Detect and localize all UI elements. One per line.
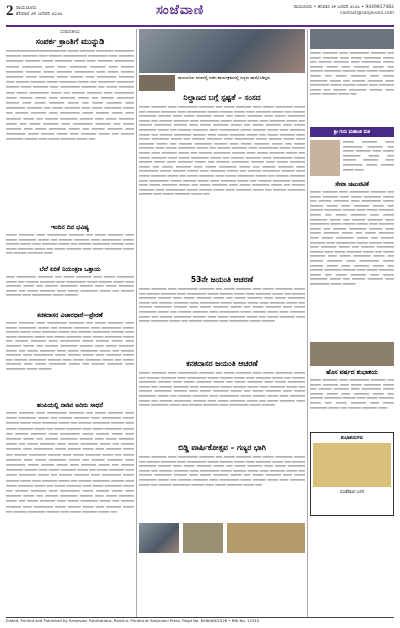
header-right <box>294 5 394 17</box>
photo-caption: ರಾಯಚೂರು ನಗರದಲ್ಲಿ ನಡೆದ ಕಾರ್ಯಕ್ರಮದಲ್ಲಿ ಗಣ್ಯರು ಪಾಲ್ಗೊಂಡಿದ್ದರು <box>178 75 271 80</box>
article-body: ═════ ═══════ ════ ═════════ ═══════ ═══ ═════ ═══════ ════ ═════ ════════ ═════ ═══ ══════ ═══════ ════ ═════════ ═════ ══════ ═════ ════ <box>343 140 394 172</box>
headline: ಬಿಡ್ಡಿ ವಾರ್ಷಿಕೋತ್ಸವ – ಗಣ್ಯರ ಭಾಗಿ <box>178 443 266 452</box>
header-date: ಶನಿವಾರ ೨೪ ಜನವರಿ ೨೦೨೬ <box>16 11 63 17</box>
headline: ಕನಕದಾಸರ ವಿಚಾರಧಾರೆ—ಪ್ರೇರಣೆ <box>37 312 103 319</box>
article-body: ═════ ═══════ ════ ═════════ ═══════ ═══ ═════ ═══════ ════ ═════ ════════ ═════ ═══ ══════ ═══════ ════ ═════════ ═════ ══════ ═════ ════ ═══════ ═════ ═══ ══════ ════════ ══════ ════ ═════ ═══════ ═════ ═══ ═════ ═══════ ════ ═════ ════════ ═════ ═══ ══════ ═══════ ════ <box>310 378 394 410</box>
article-body: ═════ ═══════ ════ ═════════ ═══════ ═══ ═════ ═══════ ════ ═════ ════════ ═════ ═══ ══════ ═══════ ════ ═════════ ═════ ══════ ═════ ════ ═══════ ═════ ═══ ══════ ════════ ══════ ════ ═════ ═══════ ═════ ═══ ═════ ═══════ ════ ═════ ════════ ═════ ═══ ══════ ═══════ ════ ═════════ ═════ ══════ ═════ ════ ═══════ ═════ ═══ ══════ ════════ ══════ ════ ═════ ═══════ ═════ ═══ ═════ ═══════ ════ ═════ ════════ ═════ ═══ ══════ ═══════ ════ ═════════ ═════ ══════ ═════ ════ ═══════ ═════ ═══ ══════ ════════ ══════ ════ ═════ ═══════ ═════ ═══ ═════ ═══════ ════ ═════ ════════ ═════ ═══ ══════ ═══════ ════ ═════════ ═════ ══════ ═════ ════ ═══════ ═════ ═══ ══════ ════════ ══════ ════ ═════ ═══════ ═════ ═══ ═════ ═══════ ════ ═════ ════════ ═════ ═══ ══════ ═══════ ════ ═════════ ═════ ══════ <box>310 190 394 286</box>
section-banner: ಶ್ರೀ ಗುರು ಮಹಾಂತ ಮಠ <box>310 127 394 137</box>
headline: ಹೊಸ ವರ್ಷದ ಶುಭಾಶಯ <box>326 369 378 376</box>
group-photo <box>139 29 305 73</box>
headline: 53ನೇ ಜಯಂತಿ ಆಚರಣೆ <box>190 275 254 284</box>
article-body: ═════ ═══════ ════ ═════════ ═══════ ═══ ═════ ═══════ ════ ═════ ════════ ═════ ═══ ══════ ═══════ ════ ═════════ ═════ ══════ ═════ ════ ═══════ ═════ ═══ ══════ ════════ ══════ ════ ═════ ═══════ ═════ ═══ ═════ ═══════ ════ ═════ ════════ ═════ ═══ ══════ ═══════ ════ ═════════ ═════ ══════ ═════ ════ ═══════ ═════ ═══ ══════ ════════ ══════ ════ ═════ ═══════ ═════ ═══ ═════ ═══════ ════ ═════ ════════ ═════ ═══ ══════ ═══════ ════ ═════════ ═════ ══════ ═════ ════ ═══════ ═════ ═══ ══════ ════════ ══════ ════ ═════ ═══════ ═════ ═══ <box>139 455 305 487</box>
column-center <box>139 29 305 553</box>
headline: ಸೇವಾ ಚಟುವಟಿಕೆ <box>335 181 369 188</box>
article-body: ═════ ═══════ ════ ═════════ ═══════ ═══ ═════ ═══════ ════ ═════ ════════ ═════ ═══ ══════ ═══════ ════ ═════════ ═════ ══════ ═════ ════ ═══════ ═════ ═══ ══════ ════════ ══════ ════ ═════ ═══════ ═════ ═══ ═════ ═══════ ════ ═════ ════════ ═════ ═══ ══════ ═══════ ════ ═════════ ═════ ══════ ═════ ════ ═══════ ═════ ═══ ══════ ════════ ══════ ════ ═════ ═══════ ═════ ═══ ═════ ═══════ ════ ═════ ════════ ═════ ═══ ══════ ═══════ ════ ═════════ ═════ ══════ ═════ ════ ═══════ ═════ ═══ ══════ ════════ ══════ ════ ═════ ═══════ ═════ ═══ ═════ ═══════ ════ ═════ ════════ ═════ ═══ ══════ ═══════ ════ ═════════ ═════ ══════ ═════ ════ ═══════ ═════ ═══ ══════ ════════ ══════ ════ ═════ ═══════ ═════ ═══ ═════ ═══════ ════ ═════ ════════ ═════ ═══ ══════ ═══════ ════ ═════════ ═════ ══════ ═════ ════ ═══════ ═════ ═══ ══════ ════════ ══════ ════ ═════ ═══════ ═════ ═══ ═════ ═══════ ════ ═════ ════════ ═════ ═══ ══════ ═══════ ════ ═════════ ═════ ══════ ═════ ════ ═══════ ═════ ═══ ══════ ════════ ══════ ════ ═════ ═══════ ═════ ═══ ═════ ═══════ ════ ═════ ════════ ═════ ═══ ══════ ═══════ ════ ═════════ ═════ ══════ ═════ ════ ═══════ ═════ ═══ ══════ ════════ ══════ ════ ═════ ═══════ ═════ ═══ ═════ ═══════ ════ ═════ ════════ ═════ ═══ ══════ ═══════ ════ ═════════ ═════ ══════ ═════ ════ ═══════ ═════ ═══ ══════ ════════ ══════ ════ ═════ ═══════ ═════ ═══ ═════ ═══════ ════ ═════ ════════ ═════ ═══ ══════ ═══════ ════ ═════════ ═════ ══════ ═════ ════ ═══════ ═════ ═══ ══════ ════════ ══════ ════ ═════ ═══════ ═════ ═══ <box>139 105 305 197</box>
section-kicker: ಸಂಪಾದಕೀಯ <box>60 30 80 35</box>
header-left <box>16 5 63 17</box>
lead-photo-block <box>139 29 305 91</box>
headline: ಬೆಲೆ ಏರಿಕೆ ನಿಯಂತ್ರಣ ಒತ್ತಾಯ <box>39 266 101 273</box>
news-photo <box>310 342 394 366</box>
ad-subtitle: ಸಂಜೆವಾಣಿ ಬಳಗ <box>339 490 365 495</box>
header-city: ರಾಯಚೂರು <box>16 5 37 11</box>
masthead <box>156 3 204 18</box>
headline: ಇಂದಿನ ದಿನ ಭವಿಷ್ಯ <box>50 224 90 231</box>
newspaper-page <box>6 3 394 625</box>
portrait-block <box>310 140 394 178</box>
article-body: ═════ ═══════ ════ ═════════ ═══════ ═══ ═════ ═══════ ════ ═════ ════════ ═════ ═══ ══════ ═══════ ════ ═════════ ═════ ══════ ═════ ════ ═══════ ═════ ═══ ══════ ════════ ══════ ════ ═════ ═══════ ═════ ═══ ═════ ═══════ ════ ═════ ════════ ═════ ═══ ══════ ═══════ ════ ═════════ ═════ ══════ ═════ ════ ═══════ ═════ ═══ ══════ ════════ ══════ ════ ═════ ═══════ ═════ ═══ ═════ ═══════ ════ ═════ ════════ ═════ ═══ ══════ ═══════ ════ ═════════ ═════ ══════ ═════ ════ ═══════ ═════ ═══ ══════ ════════ ══════ ════ ═════ ═══════ ═════ ═══ ═════ ═══════ ════ ═════ ════════ ═════ ═══ ══════ ═══════ ════ ═════════ ═════ ══════ <box>6 321 134 371</box>
masthead-title: ಸಂಜೆವಾಣಿ <box>156 3 205 18</box>
article-body: ═════ ═══════ ════ ═════════ ═══════ ═══ ═════ ═══════ ════ ═════ ════════ ═════ ═══ ══════ ═══════ ════ ═════════ ═════ ══════ ═════ ════ ═══════ ═════ ═══ ══════ ════════ ══════ ════ ═════ ═══════ ═════ ═══ ═════ ═══════ ════ ═════ ════════ ═════ ═══ ══════ ═══════ ════ ═════════ ═════ ══════ ═════ ════ ═══════ ═════ ═══ ══════ ════════ ══════ ════ ═════ ═══════ ═════ ═══ ═════ ═══════ ════ ═════ ════════ ═════ ═══ ══════ ═══════ ════ ═════════ ═════ ══════ ═════ ════ ═══════ ═════ ═══ ══════ ════════ ══════ ════ ═════ ═══════ ═════ ═══ ═════ ═══════ ════ ═════ ════════ ═════ ═══ ══════ ═══════ ════ ═════════ ═════ ══════ ═════ ════ ═══════ ═════ ═══ ══════ ════════ ══════ ════ ═════ ═══════ ═════ ═══ ═════ ═══════ ════ ═════ ════════ ═════ ═══ ══════ ═══════ ════ ═════════ ═════ ══════ ═════ ════ ═══════ ═════ ═══ ══════ ════════ ══════ ════ ═════ ═══════ ═════ ═══ ═════ ═══════ ════ ═════ ════════ ═════ ═══ ══════ ═══════ ════ ═════════ ═════ ══════ ═════ ════ ═══════ ═════ ═══ ══════ ════════ ══════ ════ ═════ ═══════ ═════ ═══ ═════ ═══════ ════ ═════ ════════ ═════ ═══ ══════ ═══════ ════ ═════════ ═════ ══════ ═════ ════ ═══════ ═════ ═══ ══════ ════════ ══════ ════ ═════ ═══════ ═════ ═══ <box>6 411 134 514</box>
article-body: ═════ ═══════ ════ ═════════ ═══════ ═══ ═════ ═══════ ════ ═════ ════════ ═════ ═══ ══════ ═══════ ════ ═════════ ═════ ══════ ═════ ════ ═══════ ═════ ═══ ══════ ════════ ══════ ════ ═════ ═══════ ═════ ═══ ═════ ═══════ ════ ═════ ════════ ═════ ═══ ══════ ═══════ ════ ═════════ ═════ ══════ ═════ ════ ═══════ ═════ ═══ ══════ ════════ ══════ ════ ═════ ═══════ ═════ ═══ ═════ ═══════ ════ ═════ ════════ ═════ ═══ ══════ ═══════ ════ ═════════ ═════ ══════ ═════ ════ ═══════ ═════ ═══ ══════ ════════ ══════ ════ ═════ ═══════ ═════ ═══ ═════ ═══════ ════ ═════ ════════ ═════ ═══ ══════ ═══════ ════ ═════════ ═════ ══════ <box>139 371 305 408</box>
ad-photo <box>227 523 305 553</box>
ad-photo <box>183 523 223 553</box>
bottom-ad-strip <box>139 523 305 553</box>
headline: ನಿಲ್ದಾಣದ ಬಗ್ಗೆ ಸ್ಪಷ್ಟತೆ – ಸಂಸದ <box>183 93 261 102</box>
display-ad <box>310 432 394 516</box>
article-body: ═════ ═══════ ════ ═════════ ═══════ ═══ ═════ ═══════ ════ ═════ ════════ ═════ ═══ ══════ ═══════ ════ ═════════ ═════ ══════ ═════ ════ ═══════ ═════ ═══ ══════ ════════ ══════ ════ ═════ ═══════ ═════ ═══ ═════ ═══════ ════ ═════ ════════ ═════ ═══ ══════ ═══════ ════ ═════════ ═════ ══════ ═════ ════ ═══════ ═════ ═══ ══════ ════════ ══════ ════ ═════ ═══════ ═════ ═══ ═════ ═══════ ════ ═════ ════════ ═════ ═══ ══════ ═══════ ════ ═════════ ═════ ══════ ═════ ════ ═══════ ═════ ═══ ══════ ════════ ══════ ════ ═════ ═══════ ═════ ═══ ═════ ═══════ ════ ═════ ════════ ═════ ═══ ══════ ═══════ ════ ═════════ ═════ ══════ <box>139 287 305 324</box>
inset-photo <box>139 75 175 91</box>
article-body: ════ ═════════ ═══════ ═══ ═════ ═══════ ════ ═════ ════════ ═════ ═══ ══════ ═══════ ════ ═════════ ═════ ══════ ═════ ════ ═══════ ═════ ═══ ══════ ════════ ══════ ════ ═════ ═══════ ═════ ═══ ═════ ═══════ ════ ═════ ════════ ═════ ═══ ══════ ═══════ ════ ═════════ ═════ ══════ <box>6 275 134 298</box>
header-right-line2: contact@sanjevani.com <box>340 11 394 16</box>
top-photo <box>310 29 394 49</box>
header-right-line1: ರಾಯಚೂರು • ಶನಿವಾರ ೨೪ ಜನವರಿ ೨೦೨೬ • 9449817482 <box>293 5 394 10</box>
headline: ಸಂಪರ್ಕ ಕ್ರಾಂತಿಗೆ ಮುನ್ನುಡಿ <box>35 37 105 46</box>
ad-image <box>313 443 391 487</box>
column-left <box>6 29 134 613</box>
column-right <box>310 29 394 516</box>
column-rule <box>307 29 308 617</box>
article-body: ═════ ═══════ ════ ═════════ ═══════ ═══ ═════ ═══════ ════ ═════ ════════ ═════ ═══ ══════ ═══════ ════ ═════════ ═════ ══════ ═════ ════ ═══════ ═════ ═══ ══════ ════════ ══════ ════ ═════ ═══════ ═════ ═══ ═════ ═══════ ════ ═════ ════════ ═════ ═══ ══════ ═══════ ════ ═════════ ═════ ══════ ═════ ════ ═══════ ═════ ═══ ══════ ════════ ══════ ════ ═════ ═══════ ═════ ═══ <box>310 51 394 97</box>
page-header <box>6 3 394 27</box>
article-body: ════════════════════════════ ═════ ═══════ ════════ ═════════ ═══════ ═══════ ════ ══════ ═══════════ ═════════ ════ ═══════ ════════ ═══════ ═════ ════════ ═════ ════ ═══════ ═════════ ══════ ═════════ ════ ════ ════════ ═══════ ════ ══════ ════════ ═══════ ═════ ═══════ ═════════ ════ ═════ ══════ ════════ ═════ ═══════ ═════ ══════ ════ ═════════ ═══════ ════ ══════ ═══════ ═════ ════════ ═════ ═══ ════════ ════════ ══════ ═════ ═══════ ════ ═════════ ═══════ ═══ ═════ ═══════ ════ ═════ ═════════ ═════ ═══ ══════ ═══════ ════ ═════════ ═════ ══════ ═════ ════ ═══════ ═════ ═══ ══════ ════════ ══════ ════ ═════ ═══════ ═════ ═══ ═════ ═══════ ════ ═════════ ═══════ ═══ ═════ ═══════ ════ ═════ ════════ ═════ ═══ ══════ ═══════ ════ ═════════ ═════ ══════ ═════ ════ ═══════ ═════ ═══ ══════ ════════ ══════ ════ ═════ ═══════ ═════ ═══ ═════ ═══════ ════ ═════════ ═══════ ═══ ═════ ═══════ ════ ═════ ════════ ═════ ═══ ══════ ═══════ ════ ═════════ ═════ ══════ ═════ ════ ═══════ ═════ ═══ ══════ ════════ ══════ ════ ═════ ═══════ ═════ ═══ <box>6 49 134 142</box>
imprint-footer: Edited, Printed and Published by Sanjevani Publications, Raichur. Printed at Sanjevani Press. Regd No. KARKAN/2026 • RNI No. 12345 <box>6 617 394 625</box>
headline: ಕನಕದಾಸರ ಜಯಂತಿ ಆಚರಣೆ <box>186 359 258 368</box>
headline: ಹಂಪಿಯಲ್ಲಿ ನಾಡಿನ ಅದಿರು ಸಾಧನೆ <box>36 402 104 409</box>
article-body: ═════ ═══════ ════ ═════════ ═══════ ═══ ═════ ═══════ ════ ═════ ════════ ═════ ═══ ══════ ═══════ ════ ═════════ ═════ ══════ ═════ ════ ═══════ ═════ ═══ ══════ ════════ ══════ ════ ═════ ═══════ ═════ ═══ ═════ ═══════ ════ ═════ ════════ ═════ ═══ ══════ ═══════ ════ <box>6 233 134 256</box>
ad-photo <box>139 523 179 553</box>
ad-title: ಶುಭಾಶಯಗಳು <box>340 436 364 441</box>
portrait-photo <box>310 140 340 176</box>
column-rule <box>136 29 137 617</box>
page-number: 2 <box>6 3 14 19</box>
